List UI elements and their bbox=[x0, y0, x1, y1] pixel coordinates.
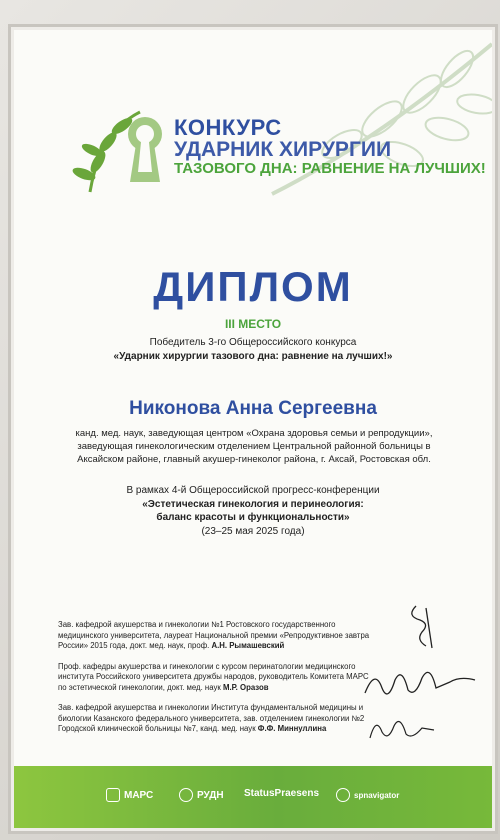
signature-3 bbox=[362, 708, 442, 748]
mars-logo-icon bbox=[106, 788, 120, 802]
footer-logo-spnavigator-label: spnavigator bbox=[354, 790, 400, 800]
conference-dates: (23–25 мая 2025 года) bbox=[201, 525, 305, 537]
spnavigator-logo-icon bbox=[336, 788, 350, 802]
conference-name-line2: баланс красоты и функциональности» bbox=[156, 512, 350, 523]
footer-logo-spnavigator bbox=[336, 788, 399, 802]
conference-intro: В рамках 4-й Общероссийской прогресс-конференции bbox=[126, 485, 380, 496]
footer-logo-statuspraesens bbox=[244, 788, 319, 799]
winner-line: Победитель 3-го Общероссийского конкурса bbox=[149, 337, 357, 348]
signature-1 bbox=[386, 598, 466, 658]
winner-statement bbox=[14, 336, 492, 363]
recipient-name: Никонова Анна Сергеевна bbox=[129, 398, 377, 419]
signer-2: Проф. кафедры акушерства и гинекологии с курсом перинатологии медицинского института Российского университета дружбы народов, руководитель Комитета МАРС по эстетической гинекологии, докт. мед. наук М.Р. Оразов bbox=[58, 661, 369, 692]
place-label: III МЕСТО bbox=[224, 317, 282, 331]
conference-name-line1: «Эстетическая гинекология и перинеология: bbox=[142, 498, 364, 510]
conference-block bbox=[14, 484, 492, 538]
contest-title-line2: УДАРНИК ХИРУРГИИ bbox=[174, 138, 392, 162]
rudn-logo-icon bbox=[179, 788, 193, 802]
signer-3: Зав. кафедрой акушерства и гинекологии Института фундаментальной медицины и биологии Казанского федерального университета, зав. отделением гинекологии №2 Городской клинической больницы №7, канд. мед. наук Ф.Ф. Миннуллина bbox=[58, 703, 365, 734]
footer-logo-mars-label: МАРС bbox=[124, 789, 154, 801]
contest-title-line3: ТАЗОВОГО ДНА: РАВНЕНИЕ НА ЛУЧШИХ! bbox=[174, 160, 486, 178]
contest-title bbox=[174, 116, 486, 177]
signature-2 bbox=[360, 658, 480, 708]
signers-list bbox=[58, 620, 378, 745]
footer-logo-statuspraesens-label: StatusPraesens bbox=[244, 788, 320, 799]
contest-title-line1: КОНКУРС bbox=[174, 115, 282, 140]
footer-logo-rudn bbox=[179, 788, 224, 802]
footer-logo-mars bbox=[106, 788, 153, 802]
signer-1: Зав. кафедрой акушерства и гинекологии №1 Ростовского государственного медицинского университета, лауреат Национальной премии «Репродуктивное завтра России» 2015 года, докт. мед. наук, проф. А.Н. Рымашевский bbox=[58, 620, 370, 651]
contest-name: «Ударник хирургии тазового дна: равнение на лучших!» bbox=[113, 350, 393, 362]
diploma-title: ДИПЛОМ bbox=[153, 263, 353, 310]
recipient-position: канд. мед. наук, заведующая центром «Охрана здоровья семьи и репродукции», заведующая гинекологическим отделением Центральной районной больницы в Аксайском районе, главный акушер-гинеколог района, г. Аксай, Ростовская обл. bbox=[75, 428, 433, 465]
footer-logo-rudn-label: РУДН bbox=[197, 789, 224, 801]
diploma-sheet bbox=[14, 30, 492, 828]
contest-logo bbox=[70, 92, 190, 202]
footer-bar bbox=[14, 766, 492, 828]
